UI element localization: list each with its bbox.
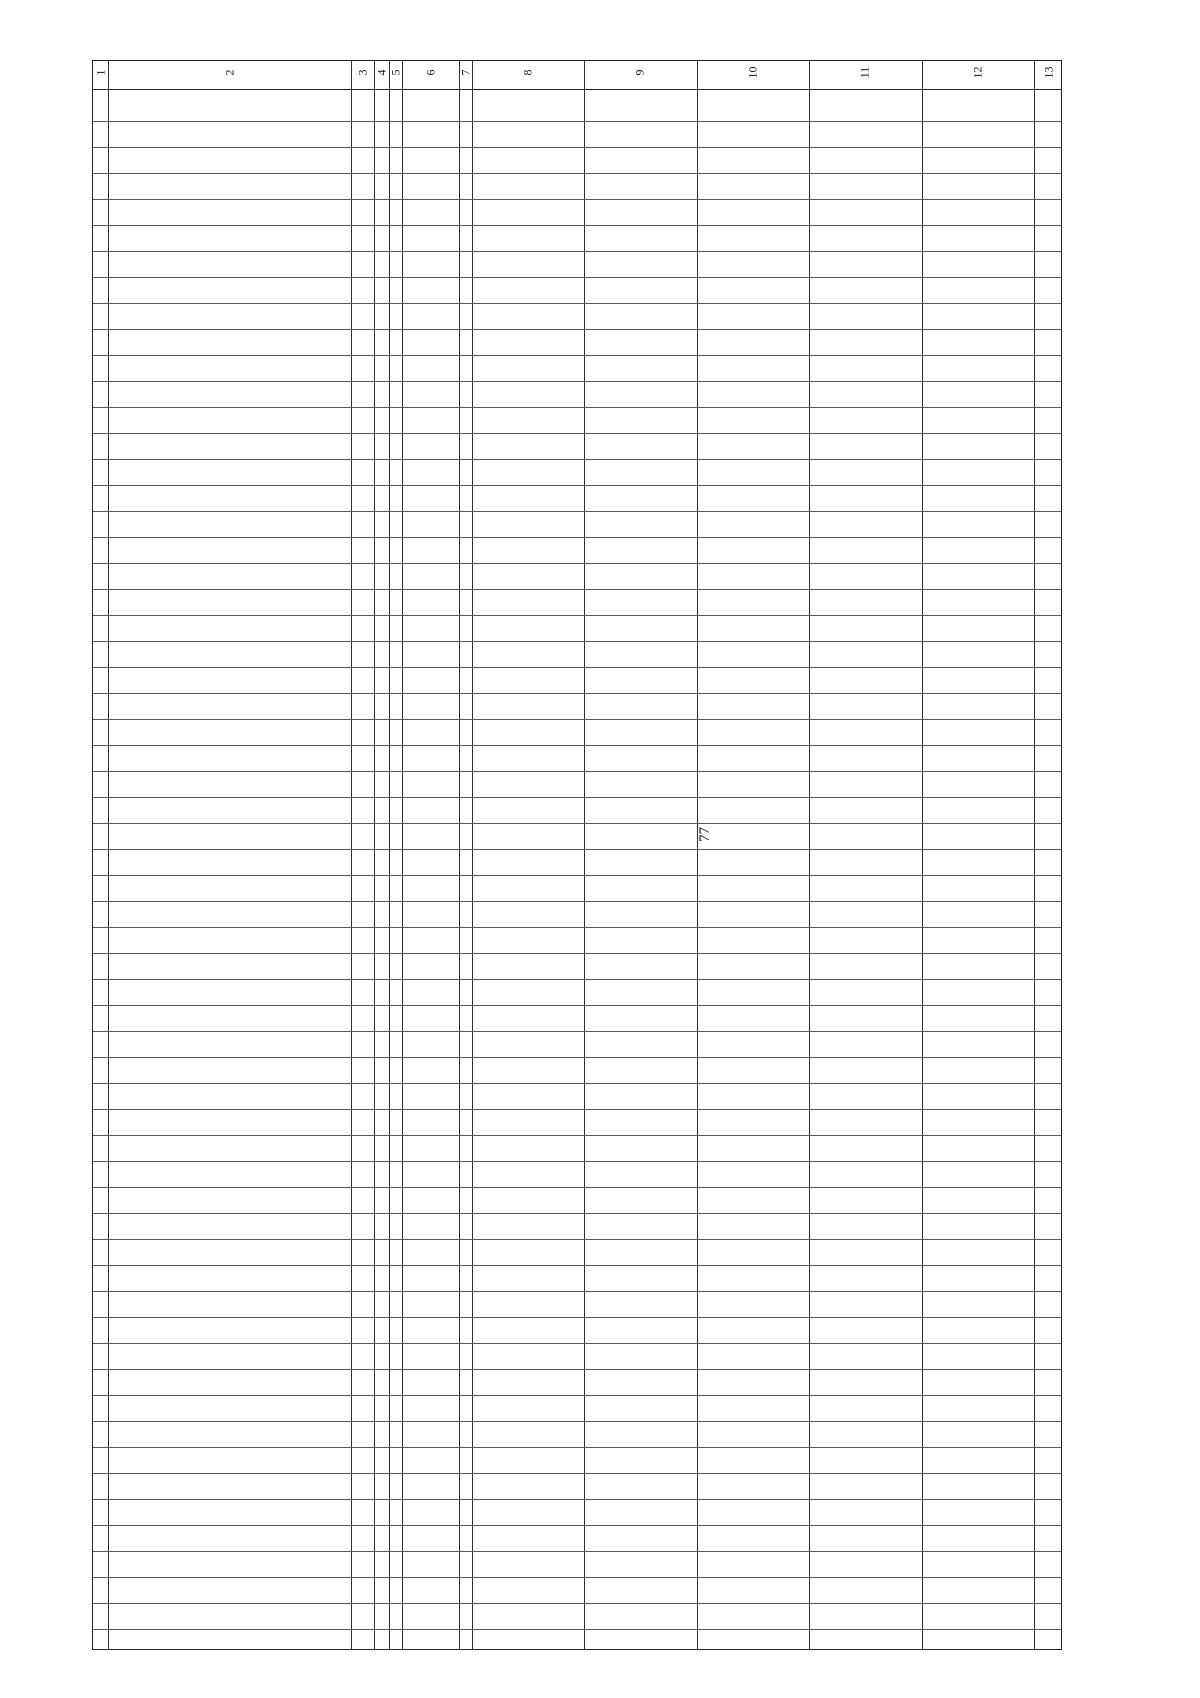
row-divider	[93, 979, 1061, 980]
row-divider	[93, 1083, 1061, 1084]
row-divider	[93, 745, 1061, 746]
column-divider	[584, 61, 585, 1649]
row-divider	[93, 1421, 1061, 1422]
row-divider	[93, 1057, 1061, 1058]
column-number: 4	[374, 69, 388, 76]
column-divider	[809, 61, 810, 1649]
column-divider	[402, 61, 403, 1649]
row-divider	[93, 1551, 1061, 1552]
row-divider	[93, 407, 1061, 408]
row-divider	[93, 953, 1061, 954]
row-divider	[93, 1577, 1061, 1578]
row-divider	[93, 1135, 1061, 1136]
row-divider	[93, 121, 1061, 122]
column-divider	[472, 61, 473, 1649]
row-divider	[93, 823, 1061, 824]
row-divider	[93, 1629, 1061, 1630]
row-divider	[93, 511, 1061, 512]
row-divider	[93, 1005, 1061, 1006]
row-divider	[93, 459, 1061, 460]
row-divider	[93, 381, 1061, 382]
column-divider	[697, 61, 698, 1649]
row-divider	[93, 615, 1061, 616]
row-divider	[93, 1499, 1061, 1500]
column-number: 13	[1041, 66, 1055, 79]
column-divider	[922, 61, 923, 1649]
row-divider	[93, 1239, 1061, 1240]
row-divider	[93, 329, 1061, 330]
column-number: 8	[520, 69, 535, 76]
row-divider	[93, 1473, 1061, 1474]
row-divider	[93, 485, 1061, 486]
column-number: 3	[355, 69, 369, 76]
column-number: 12	[970, 66, 985, 79]
row-divider	[93, 303, 1061, 304]
row-divider	[93, 433, 1061, 434]
column-divider	[351, 61, 352, 1649]
page-number: 77	[697, 827, 713, 842]
row-divider	[93, 173, 1061, 174]
row-divider	[93, 1187, 1061, 1188]
row-divider	[93, 1369, 1061, 1370]
row-divider	[93, 1109, 1061, 1110]
row-divider	[93, 927, 1061, 928]
row-divider	[93, 641, 1061, 642]
column-divider	[374, 61, 375, 1649]
row-divider	[93, 251, 1061, 252]
row-divider	[93, 1603, 1061, 1604]
row-divider	[93, 797, 1061, 798]
column-number: 10	[745, 66, 760, 79]
row-divider	[93, 667, 1061, 668]
row-divider	[93, 875, 1061, 876]
column-number: 6	[423, 69, 437, 76]
row-divider	[93, 1291, 1061, 1292]
row-divider	[93, 849, 1061, 850]
row-divider	[93, 1213, 1061, 1214]
row-divider	[93, 1161, 1061, 1162]
row-divider	[93, 719, 1061, 720]
row-divider	[93, 1031, 1061, 1032]
row-divider	[93, 563, 1061, 564]
column-divider	[459, 61, 460, 1649]
row-divider	[93, 901, 1061, 902]
row-divider	[93, 1343, 1061, 1344]
row-divider	[93, 1265, 1061, 1266]
row-divider	[93, 1525, 1061, 1526]
column-divider	[389, 61, 390, 1649]
column-number-row	[93, 61, 1061, 90]
row-divider	[93, 1317, 1061, 1318]
row-divider	[93, 693, 1061, 694]
row-divider	[93, 355, 1061, 356]
row-divider	[93, 147, 1061, 148]
row-divider	[93, 1395, 1061, 1396]
column-number: 9	[632, 69, 647, 76]
row-divider	[93, 277, 1061, 278]
column-number: 5	[388, 69, 403, 76]
row-divider	[93, 1447, 1061, 1448]
row-divider	[93, 771, 1061, 772]
column-number: 1	[93, 69, 107, 76]
column-number: 7	[458, 69, 472, 76]
column-divider	[108, 61, 109, 1649]
row-divider	[93, 225, 1061, 226]
column-divider	[1034, 61, 1035, 1649]
row-divider	[93, 589, 1061, 590]
row-divider	[93, 199, 1061, 200]
column-number: 2	[222, 69, 237, 76]
budget-table	[92, 60, 1062, 1650]
row-divider	[93, 537, 1061, 538]
column-number: 11	[857, 66, 872, 79]
